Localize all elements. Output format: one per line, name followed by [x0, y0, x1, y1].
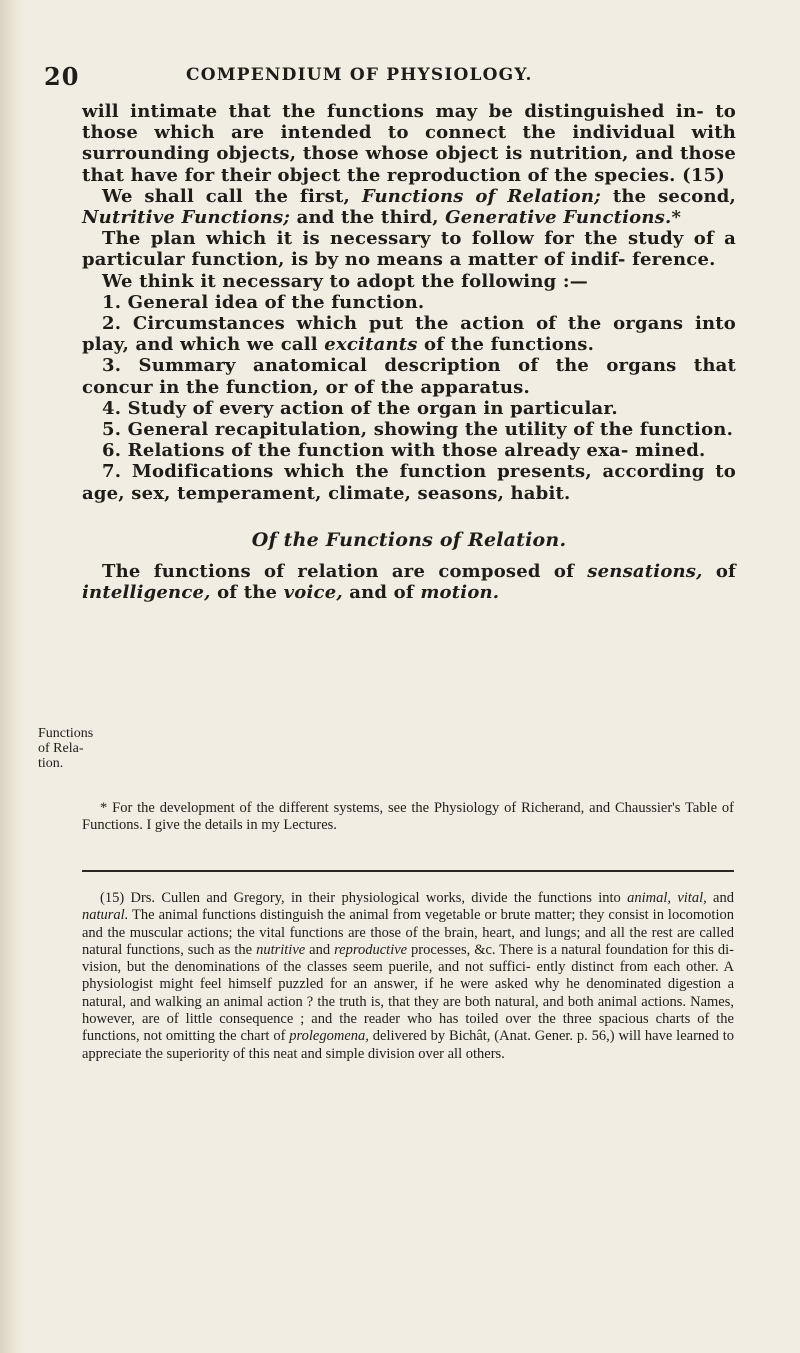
running-head — [44, 62, 744, 91]
page-edge — [0, 0, 24, 1353]
list-item-5: 5. General recapitulation, showing the utility of the function. — [102, 419, 734, 441]
paragraph-relation: The functions of relation are composed of sensations, of intelligence, of the voice, and of motion. — [82, 561, 736, 604]
section-heading: Of the Functions of Relation. — [251, 528, 567, 551]
divider — [82, 870, 734, 872]
term-nutritive-functions: Nutritive Functions; — [82, 207, 291, 229]
list-item-4: 4. Study of every action of the organ in particular. — [102, 397, 618, 419]
paragraph-plan: The plan which it is necessary to follow for the study of a particular function, is by no means a matter of indif- ference. — [82, 228, 736, 271]
main-text — [82, 101, 736, 603]
list-item-3: 3. Summary anatomical description of the organs that concur in the function, or of the apparatus. — [82, 355, 736, 398]
page-title: COMPENDIUM OF PHYSIOLOGY. — [186, 65, 533, 85]
list-item-6: 6. Relations of the function with those already exa- mined. — [102, 440, 706, 462]
term-generative-functions: Generative Functions.* — [445, 207, 682, 229]
term-functions-of-relation: Functions of Relation; — [361, 185, 601, 207]
list-item-7: 7. Modifications which the function presents, according to age, sex, temperament, climate, seasons, habit. — [82, 461, 736, 504]
paragraph-intro: will intimate that the functions may be distinguished in- to those which are intended to connect the individual with surrounding objects, those whose object is nutrition, and those that have for their object the reproduction of the species. (15) — [82, 101, 736, 186]
list-item-1: 1. General idea of the function. — [102, 291, 425, 313]
paragraph-following: We think it necessary to adopt the following :— — [102, 270, 588, 292]
footnote: * For the development of the different systems, see the Physiology of Richerand, and Chaussier's Table of Functions. I give the details in my Lectures. — [82, 800, 734, 833]
paragraph-classification: We shall call the first, Functions of Relation; the second, Nutritive Functions; and the third, Generative Functions.* — [82, 185, 736, 229]
list-item-2: 2. Circumstances which put the action of the organs into play, and which we call excitants of the functions. — [82, 313, 736, 356]
margin-note: Functions of Rela- tion. — [38, 726, 94, 771]
note-15: (15) Drs. Cullen and Gregory, in their physiological works, divide the functions into animal, vital, and natural. The animal functions distinguish the animal from vegetable or brute matter; they consist in locomotion and the muscular actions; the vital functions are those of the brain, heart, and lungs; and all the rest are called natural functions, such as the nutritive and reproductive processes, &c. There is a natural foundation for this di- vision, but the denominations of the classes seem puerile, and not suffici- ently distinct from each other. A physiologist might feel himself puzzled for an answer, if he were asked why he denominated digestion a natural, and walking an animal action ? the truth is, that they are both natural, and both animal actions. Names, however, are of little consequence ; and the reader who has toiled over the three spacious charts of the functions, not omitting the chart of prolegomena, delivered by Bichât, (Anat. Gener. p. 56,) will have learned to appreciate the superiority of this neat and simple division over all others. — [82, 890, 734, 1062]
page-number: 20 — [44, 62, 80, 91]
